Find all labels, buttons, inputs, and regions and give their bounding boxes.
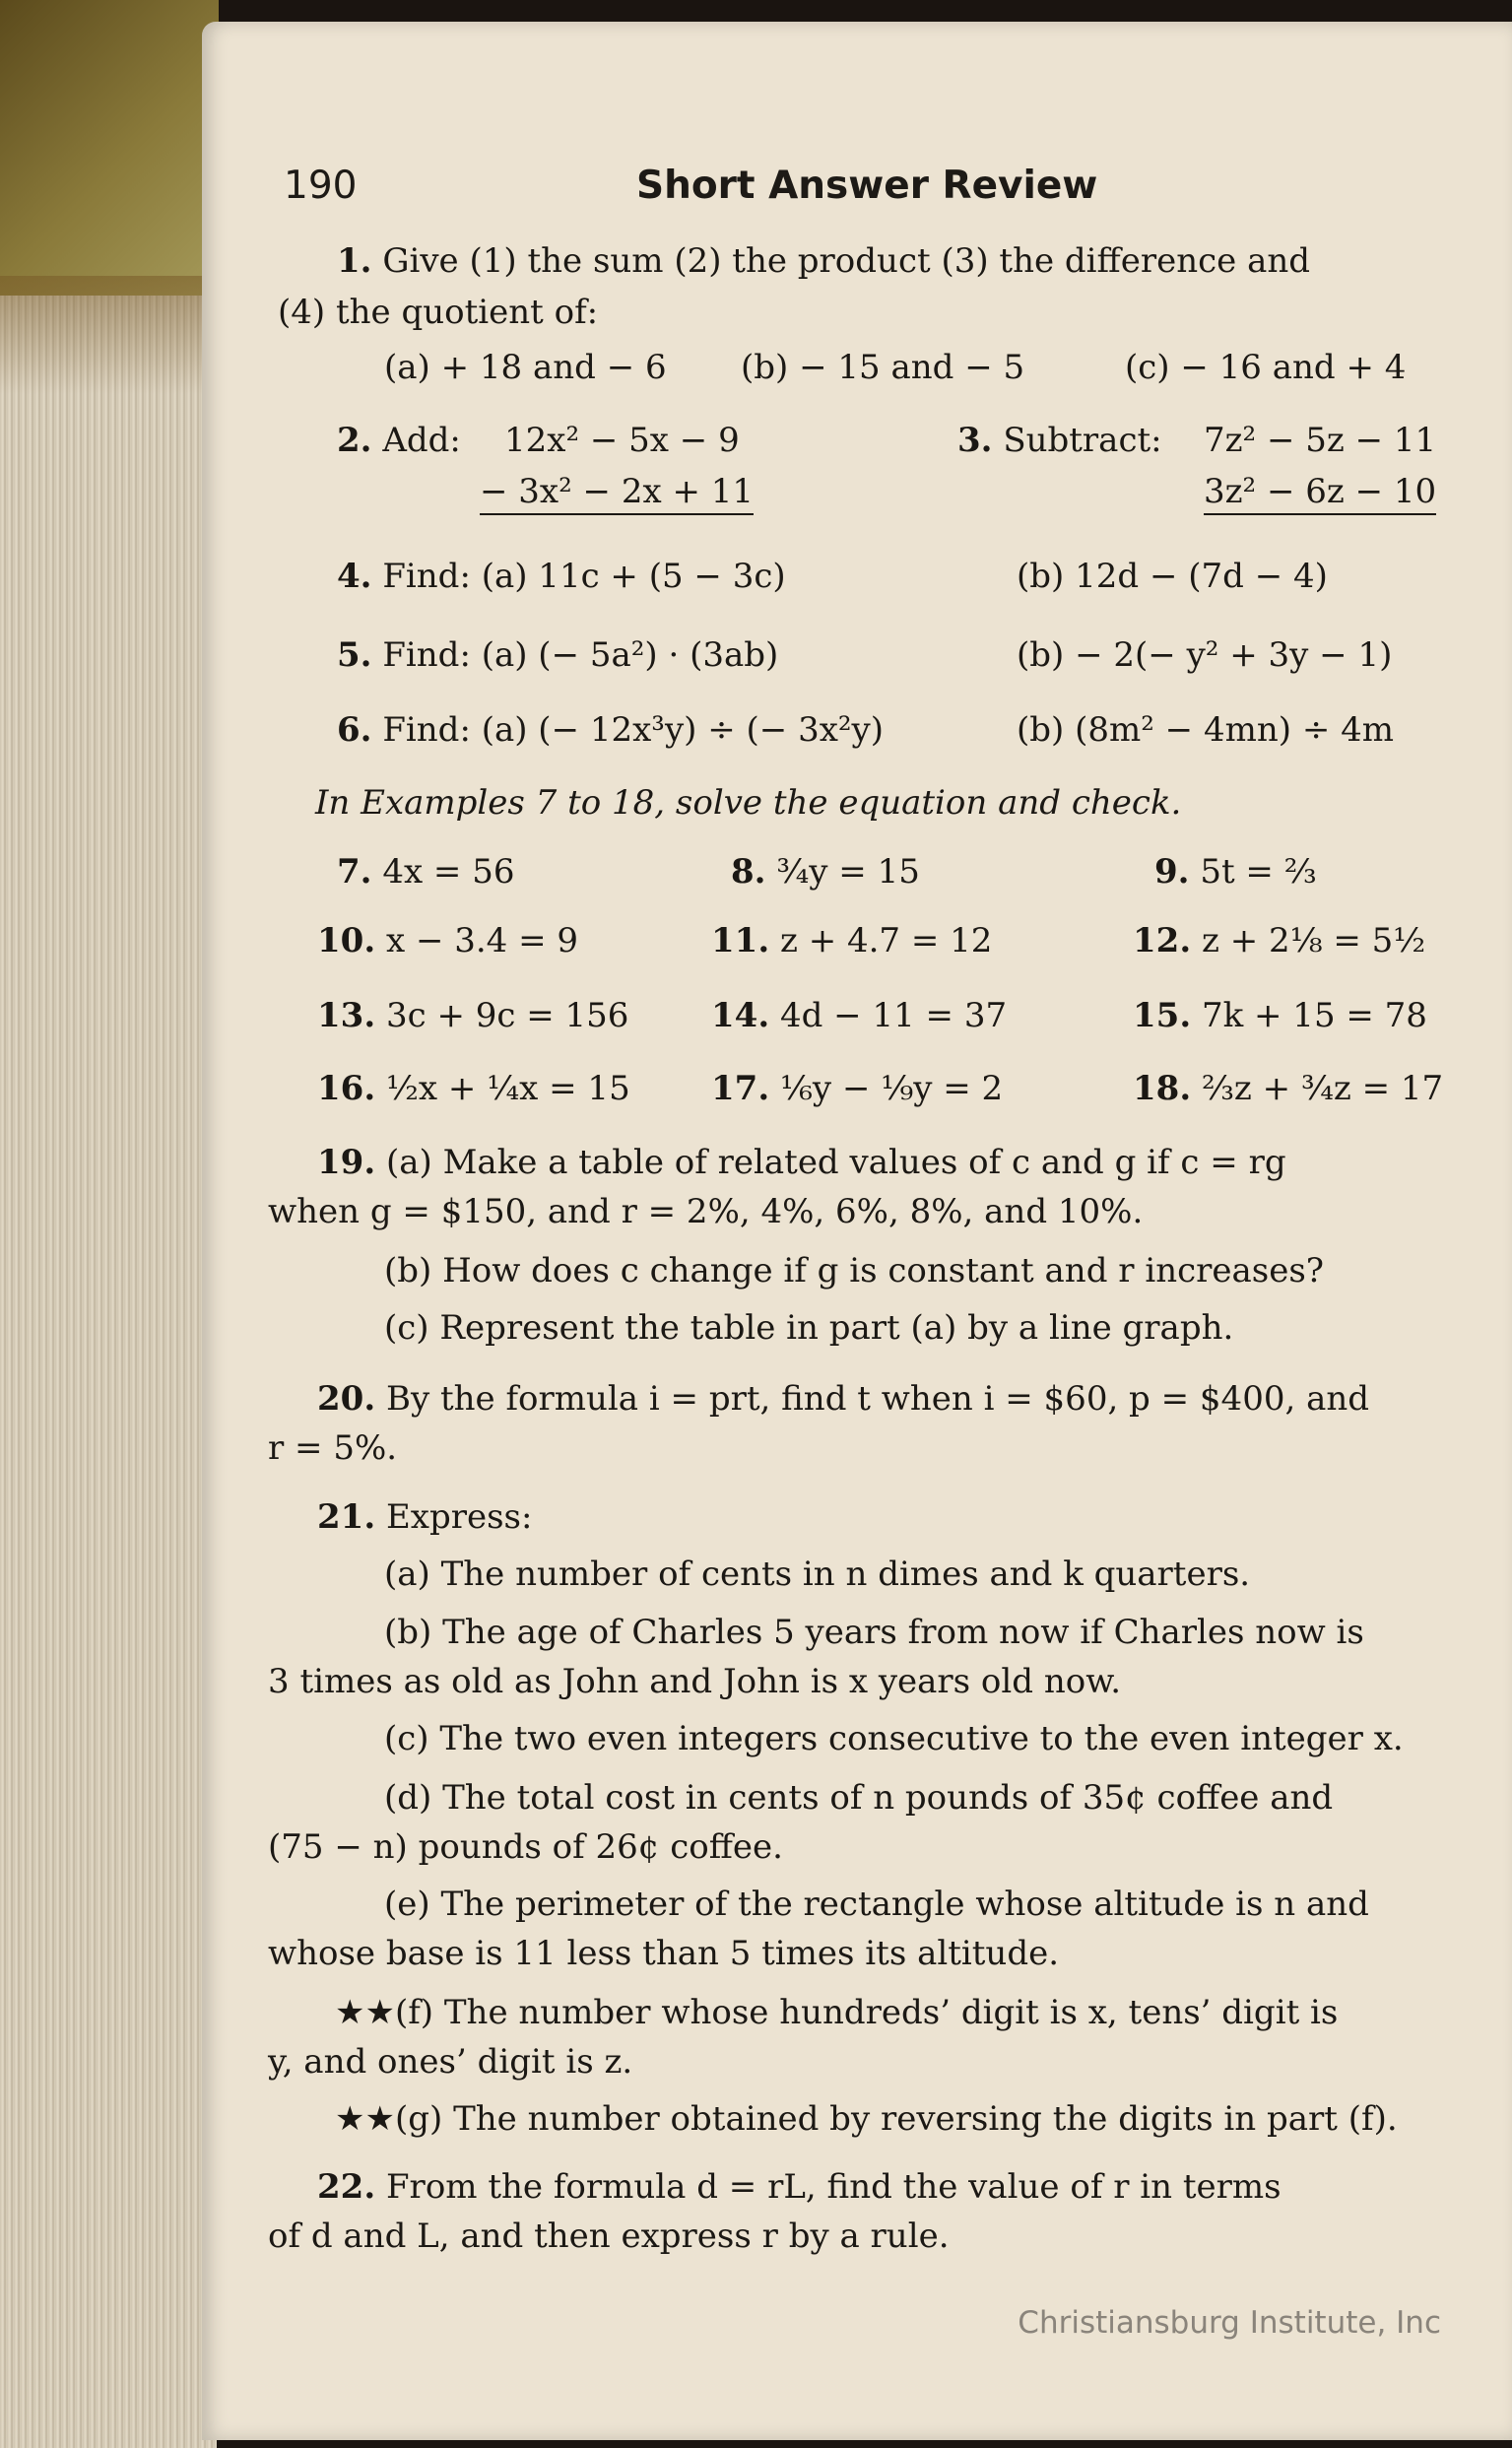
problem-21f-cont: y, and ones’ digit is z. <box>268 2042 633 2082</box>
problem-21f: ★★(f) The number whose hundreds’ digit is x, tens’ digit is <box>335 1993 1339 2032</box>
equation-8 <box>731 847 920 896</box>
problem-number: 16. <box>317 1069 376 1108</box>
page-edges <box>0 296 217 2448</box>
page-title: Short Answer Review <box>636 164 1098 208</box>
equation-12 <box>1133 916 1425 965</box>
problem-21b-cont: 3 times as old as John and John is x years old now. <box>268 1662 1122 1701</box>
equation-text: ½x + ¼x = 15 <box>385 1069 630 1108</box>
equation-text: z + 2⅛ = 5½ <box>1201 921 1426 960</box>
equation-18 <box>1133 1064 1443 1113</box>
equation-text: 7k + 15 = 78 <box>1201 996 1427 1035</box>
problem-number: 10. <box>317 921 376 960</box>
subtract-line-2 <box>1204 467 1436 516</box>
add-line-1: 12x² − 5x − 9 <box>504 421 740 460</box>
equation-7 <box>337 847 515 896</box>
page-header <box>284 156 1446 215</box>
problem-label: Add: <box>382 421 461 460</box>
problem-3 <box>957 416 1162 465</box>
problem-number: 5. <box>337 635 372 675</box>
problem-5a: Find: (a) (− 5a²) · (3ab) <box>382 635 779 675</box>
tab-shadow <box>0 276 219 394</box>
equation-16 <box>317 1064 630 1113</box>
equation-13 <box>317 991 628 1040</box>
equation-14 <box>711 991 1007 1040</box>
book-tab <box>0 0 219 296</box>
problem-21 <box>317 1492 532 1542</box>
problem-6b: (b) (8m² − 4mn) ÷ 4m <box>1017 710 1394 750</box>
problem-20 <box>317 1374 1369 1423</box>
problem-number: 3. <box>957 421 993 460</box>
problem-number: 18. <box>1133 1069 1192 1108</box>
problem-6a: Find: (a) (− 12x³y) ÷ (− 3x²y) <box>382 710 884 750</box>
instruction: In Examples 7 to 18, solve the equation and check. <box>315 783 1182 823</box>
problem-19b: (b) How does c change if g is constant and r increases? <box>384 1251 1325 1290</box>
problem-1c: (c) − 16 and + 4 <box>1125 348 1407 387</box>
problem-number: 4. <box>337 557 372 596</box>
problem-4a: Find: (a) 11c + (5 − 3c) <box>382 557 786 596</box>
subtract-line-1: 7z² − 5z − 11 <box>1204 421 1437 460</box>
problem-21d-cont: (75 − n) pounds of 26¢ coffee. <box>268 1827 783 1867</box>
problem-label: Express: <box>385 1497 533 1537</box>
problem-22 <box>317 2162 1282 2212</box>
page-number: 190 <box>284 164 358 208</box>
equation-text: ¾y = 15 <box>776 852 920 892</box>
problem-21c: (c) The two even integers consecutive to the even integer x. <box>384 1719 1404 1758</box>
problem-5 <box>337 630 778 680</box>
problem-21e-cont: whose base is 11 less than 5 times its altitude. <box>268 1934 1060 1973</box>
problem-22-text: From the formula d = rL, find the value of r in terms <box>385 2167 1282 2207</box>
equation-15 <box>1133 991 1427 1040</box>
problem-number: 12. <box>1133 921 1192 960</box>
problem-1a: (a) + 18 and − 6 <box>384 348 667 387</box>
subtract-line-2-text: 3z² − 6z − 10 <box>1204 472 1436 515</box>
problem-21b: (b) The age of Charles 5 years from now if Charles now is <box>384 1613 1364 1652</box>
problem-number: 13. <box>317 996 376 1035</box>
equation-text: 3c + 9c = 156 <box>385 996 629 1035</box>
problem-number: 11. <box>711 921 770 960</box>
problem-number: 15. <box>1133 996 1192 1035</box>
equation-text: z + 4.7 = 12 <box>779 921 993 960</box>
problem-20-cont: r = 5%. <box>268 1428 398 1468</box>
equation-text: ⅔z + ¾z = 17 <box>1201 1069 1444 1108</box>
problem-number: 19. <box>317 1143 376 1182</box>
equation-text: 4d − 11 = 37 <box>779 996 1008 1035</box>
equation-17 <box>711 1064 1003 1113</box>
equation-10 <box>317 916 578 965</box>
problem-number: 20. <box>317 1379 376 1419</box>
problem-label: Subtract: <box>1003 421 1162 460</box>
problem-number: 9. <box>1154 852 1190 892</box>
equation-9 <box>1154 847 1317 896</box>
add-line-2-text: − 3x² − 2x + 11 <box>480 472 754 515</box>
problem-1 <box>337 236 1310 286</box>
problem-2 <box>337 416 461 465</box>
problem-19a: (a) Make a table of related values of c and g if c = rg <box>385 1143 1286 1182</box>
problem-text: Give (1) the sum (2) the product (3) the difference and <box>382 241 1311 281</box>
problem-number: 2. <box>337 421 372 460</box>
problem-1-cont: (4) the quotient of: <box>278 293 599 332</box>
problem-19a-cont: when g = $150, and r = 2%, 4%, 6%, 8%, and 10%. <box>268 1192 1144 1231</box>
problem-21e: (e) The perimeter of the rectangle whose altitude is n and <box>384 1885 1369 1924</box>
problem-number: 7. <box>337 852 372 892</box>
equation-text: x − 3.4 = 9 <box>385 921 579 960</box>
watermark: Christiansburg Institute, Inc <box>1018 2305 1441 2341</box>
problem-20-text: By the formula i = prt, find t when i = $60, p = $400, and <box>385 1379 1370 1419</box>
problem-21a: (a) The number of cents in n dimes and k quarters. <box>384 1555 1251 1594</box>
problem-6 <box>337 705 884 755</box>
problem-21g: ★★(g) The number obtained by reversing the digits in part (f). <box>335 2099 1398 2139</box>
equation-text: ⅙y − ⅑y = 2 <box>779 1069 1004 1108</box>
problem-number: 14. <box>711 996 770 1035</box>
problem-number: 6. <box>337 710 372 750</box>
equation-text: 4x = 56 <box>382 852 515 892</box>
problem-number: 17. <box>711 1069 770 1108</box>
equation-11 <box>711 916 992 965</box>
problem-1b: (b) − 15 and − 5 <box>741 348 1025 387</box>
problem-4b: (b) 12d − (7d − 4) <box>1017 557 1328 596</box>
problem-21d: (d) The total cost in cents of n pounds of 35¢ coffee and <box>384 1778 1334 1818</box>
add-line-2 <box>480 467 754 516</box>
problem-number: 8. <box>731 852 766 892</box>
problem-19 <box>317 1138 1286 1187</box>
problem-number: 22. <box>317 2167 376 2207</box>
problem-number: 1. <box>337 241 372 281</box>
problem-19c: (c) Represent the table in part (a) by a line graph. <box>384 1308 1234 1348</box>
problem-number: 21. <box>317 1497 376 1537</box>
problem-5b: (b) − 2(− y² + 3y − 1) <box>1017 635 1393 675</box>
problem-22-cont: of d and L, and then express r by a rule. <box>268 2216 950 2256</box>
equation-text: 5t = ⅔ <box>1200 852 1317 892</box>
problem-4 <box>337 552 786 601</box>
